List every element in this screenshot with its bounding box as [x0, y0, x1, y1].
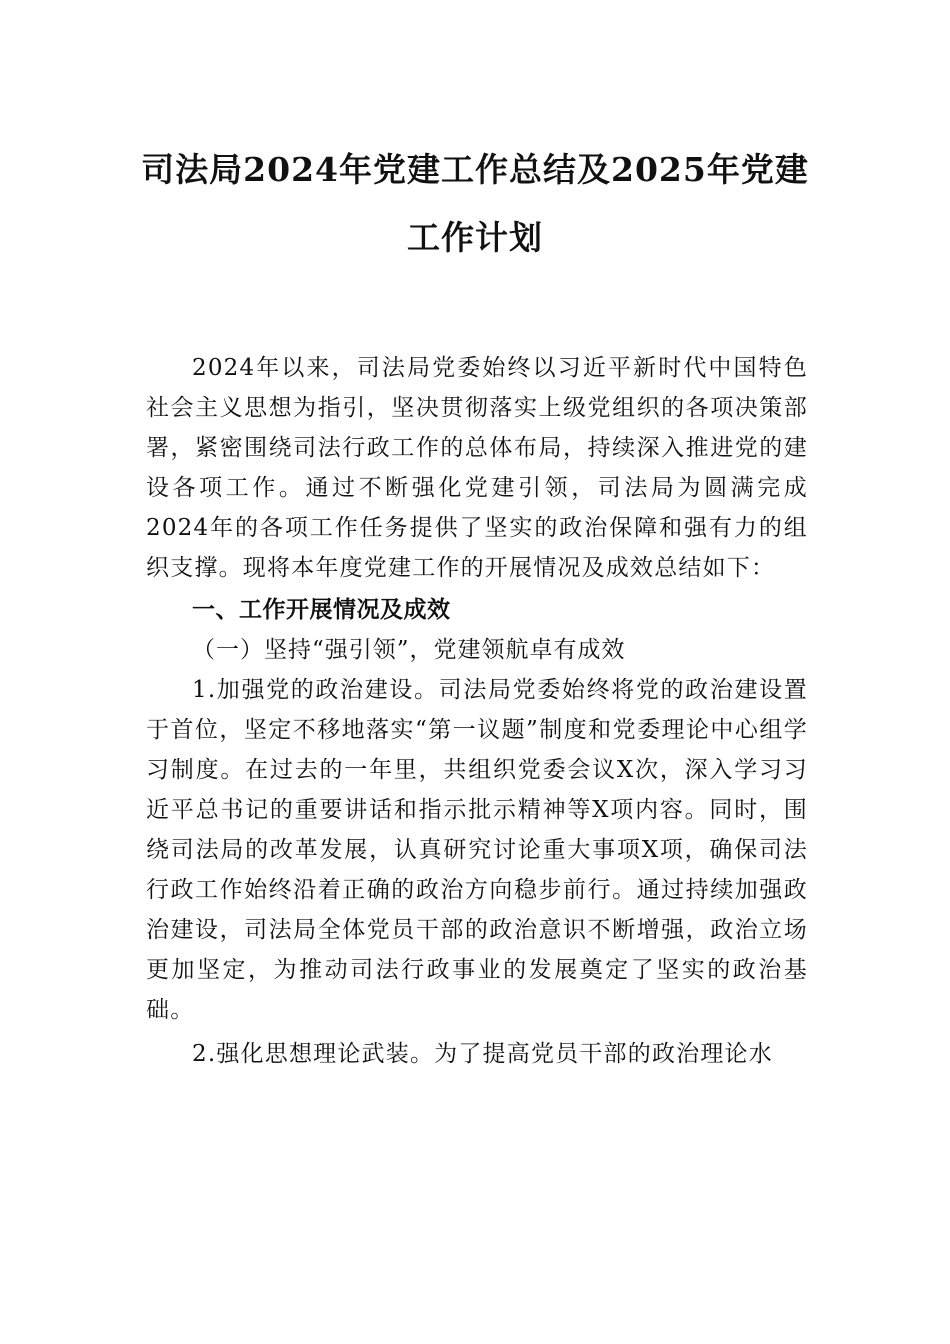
intro-paragraph: 2024年以来，司法局党委始终以习近平新时代中国特色社会主义思想为指引，坚决贯彻落实上级党组织的各项决策部署，紧密围绕司法行政工作的总体布局，持续深入推进党的建设各项工作。通过不断强化党建引领，司法局为圆满完成2024年的各项工作任务提供了坚实的政治保障和强有力的组织支撑。现将本年度党建工作的开展情况及成效总结如下：	[146, 355, 808, 581]
body-paragraph-item-2: 2.强化思想理论武装。为了提高党员干部的政治理论水	[192, 1041, 773, 1067]
body-paragraph-item-1: 1.加强党的政治建设。司法局党委始终将党的政治建设置于首位，坚定不移地落实“第一议题”制度和党委理论中心组学习制度。在过去的一年里，共组织党委会议X次，深入学习习近平总书记的重要讲话和指示批示精神等X项内容。同时，围绕司法局的改革发展，认真研究讨论重大事项X项，确保司法行政工作始终沿着正确的政治方向稳步前行。通过持续加强政治建设，司法局全体党员干部的政治意识不断增强，政治立场更加坚定，为推动司法行政事业的发展奠定了坚实的政治基础。	[146, 677, 808, 1023]
section-heading-1: 一、工作开展情况及成效	[192, 597, 451, 623]
document-title-line-1: 司法局2024年党建工作总结及2025年党建	[141, 150, 809, 189]
document-body	[146, 348, 808, 1074]
subsection-heading-1: （一）坚持“强引领”，党建领航卓有成效	[192, 637, 626, 663]
document-title-line-2: 工作计划	[407, 218, 543, 257]
